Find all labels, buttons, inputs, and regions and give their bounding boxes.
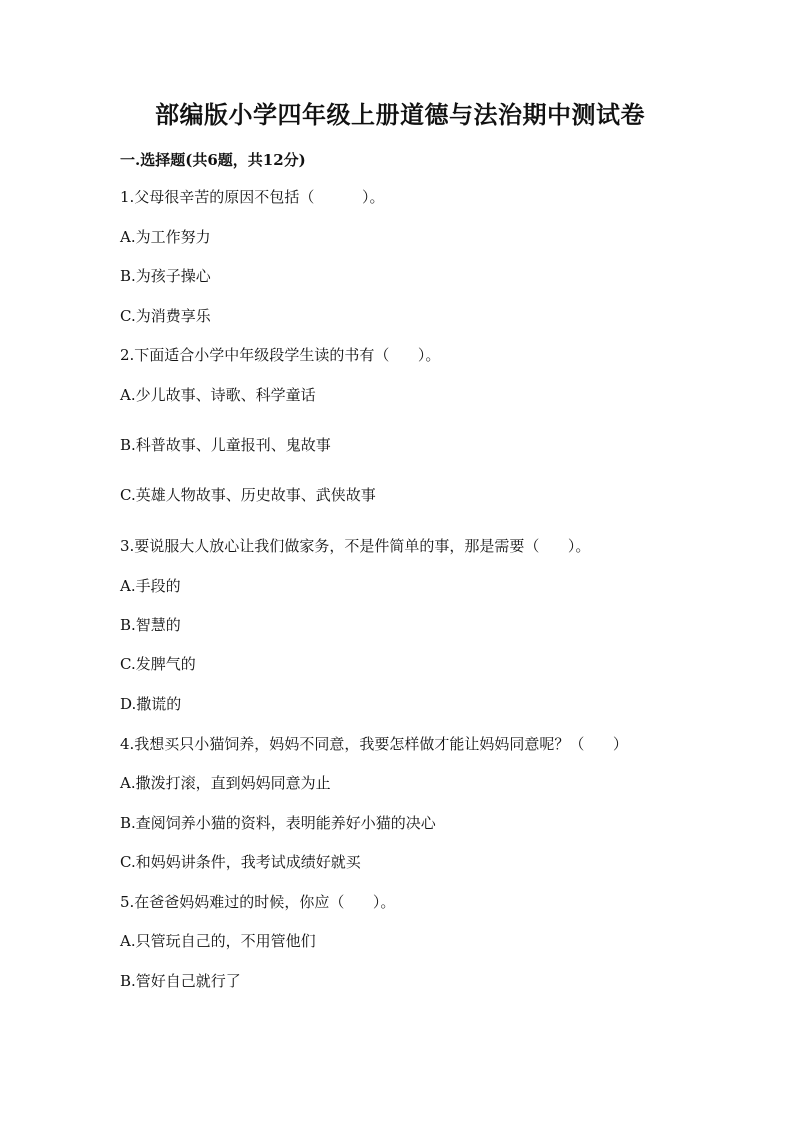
question-2-option-b: B.科普故事、儿童报刊、鬼故事 xyxy=(120,436,331,454)
question-1-stem: 1.父母很辛苦的原因不包括（ ）。 xyxy=(120,188,385,206)
question-2-option-c: C.英雄人物故事、历史故事、武侠故事 xyxy=(120,486,376,504)
question-5-option-a: A.只管玩自己的，不用管他们 xyxy=(120,932,316,950)
question-4-stem: 4.我想买只小猫饲养，妈妈不同意，我要怎样做才能让妈妈同意呢？（ ） xyxy=(120,735,628,753)
section-heading: 一.选择题(共6题，共12分) xyxy=(120,151,306,169)
question-2-option-a: A.少儿故事、诗歌、科学童话 xyxy=(120,386,316,404)
question-3-option-a: A.手段的 xyxy=(120,577,181,595)
question-3-option-d: D.撒谎的 xyxy=(120,695,182,713)
question-4-option-a: A.撒泼打滚，直到妈妈同意为止 xyxy=(120,774,331,792)
question-3-option-b: B.智慧的 xyxy=(120,616,181,634)
question-1-option-c: C.为消费享乐 xyxy=(120,307,211,325)
page-title: 部编版小学四年级上册道德与法治期中测试卷 xyxy=(155,100,645,129)
question-3-option-c: C.发脾气的 xyxy=(120,655,196,673)
question-4-option-c: C.和妈妈讲条件，我考试成绩好就买 xyxy=(120,853,361,871)
question-4-option-b: B.查阅饲养小猫的资料，表明能养好小猫的决心 xyxy=(120,814,436,832)
question-5-option-b: B.管好自己就行了 xyxy=(120,972,241,990)
question-1-option-b: B.为孩子操心 xyxy=(120,267,211,285)
question-3-stem: 3.要说服大人放心让我们做家务，不是件简单的事，那是需要（ ）。 xyxy=(120,537,591,555)
question-2-stem: 2.下面适合小学中年级段学生读的书有（ ）。 xyxy=(120,346,441,364)
question-1-option-a: A.为工作努力 xyxy=(120,228,211,246)
question-5-stem: 5.在爸爸妈妈难过的时候，你应（ ）。 xyxy=(120,893,396,911)
